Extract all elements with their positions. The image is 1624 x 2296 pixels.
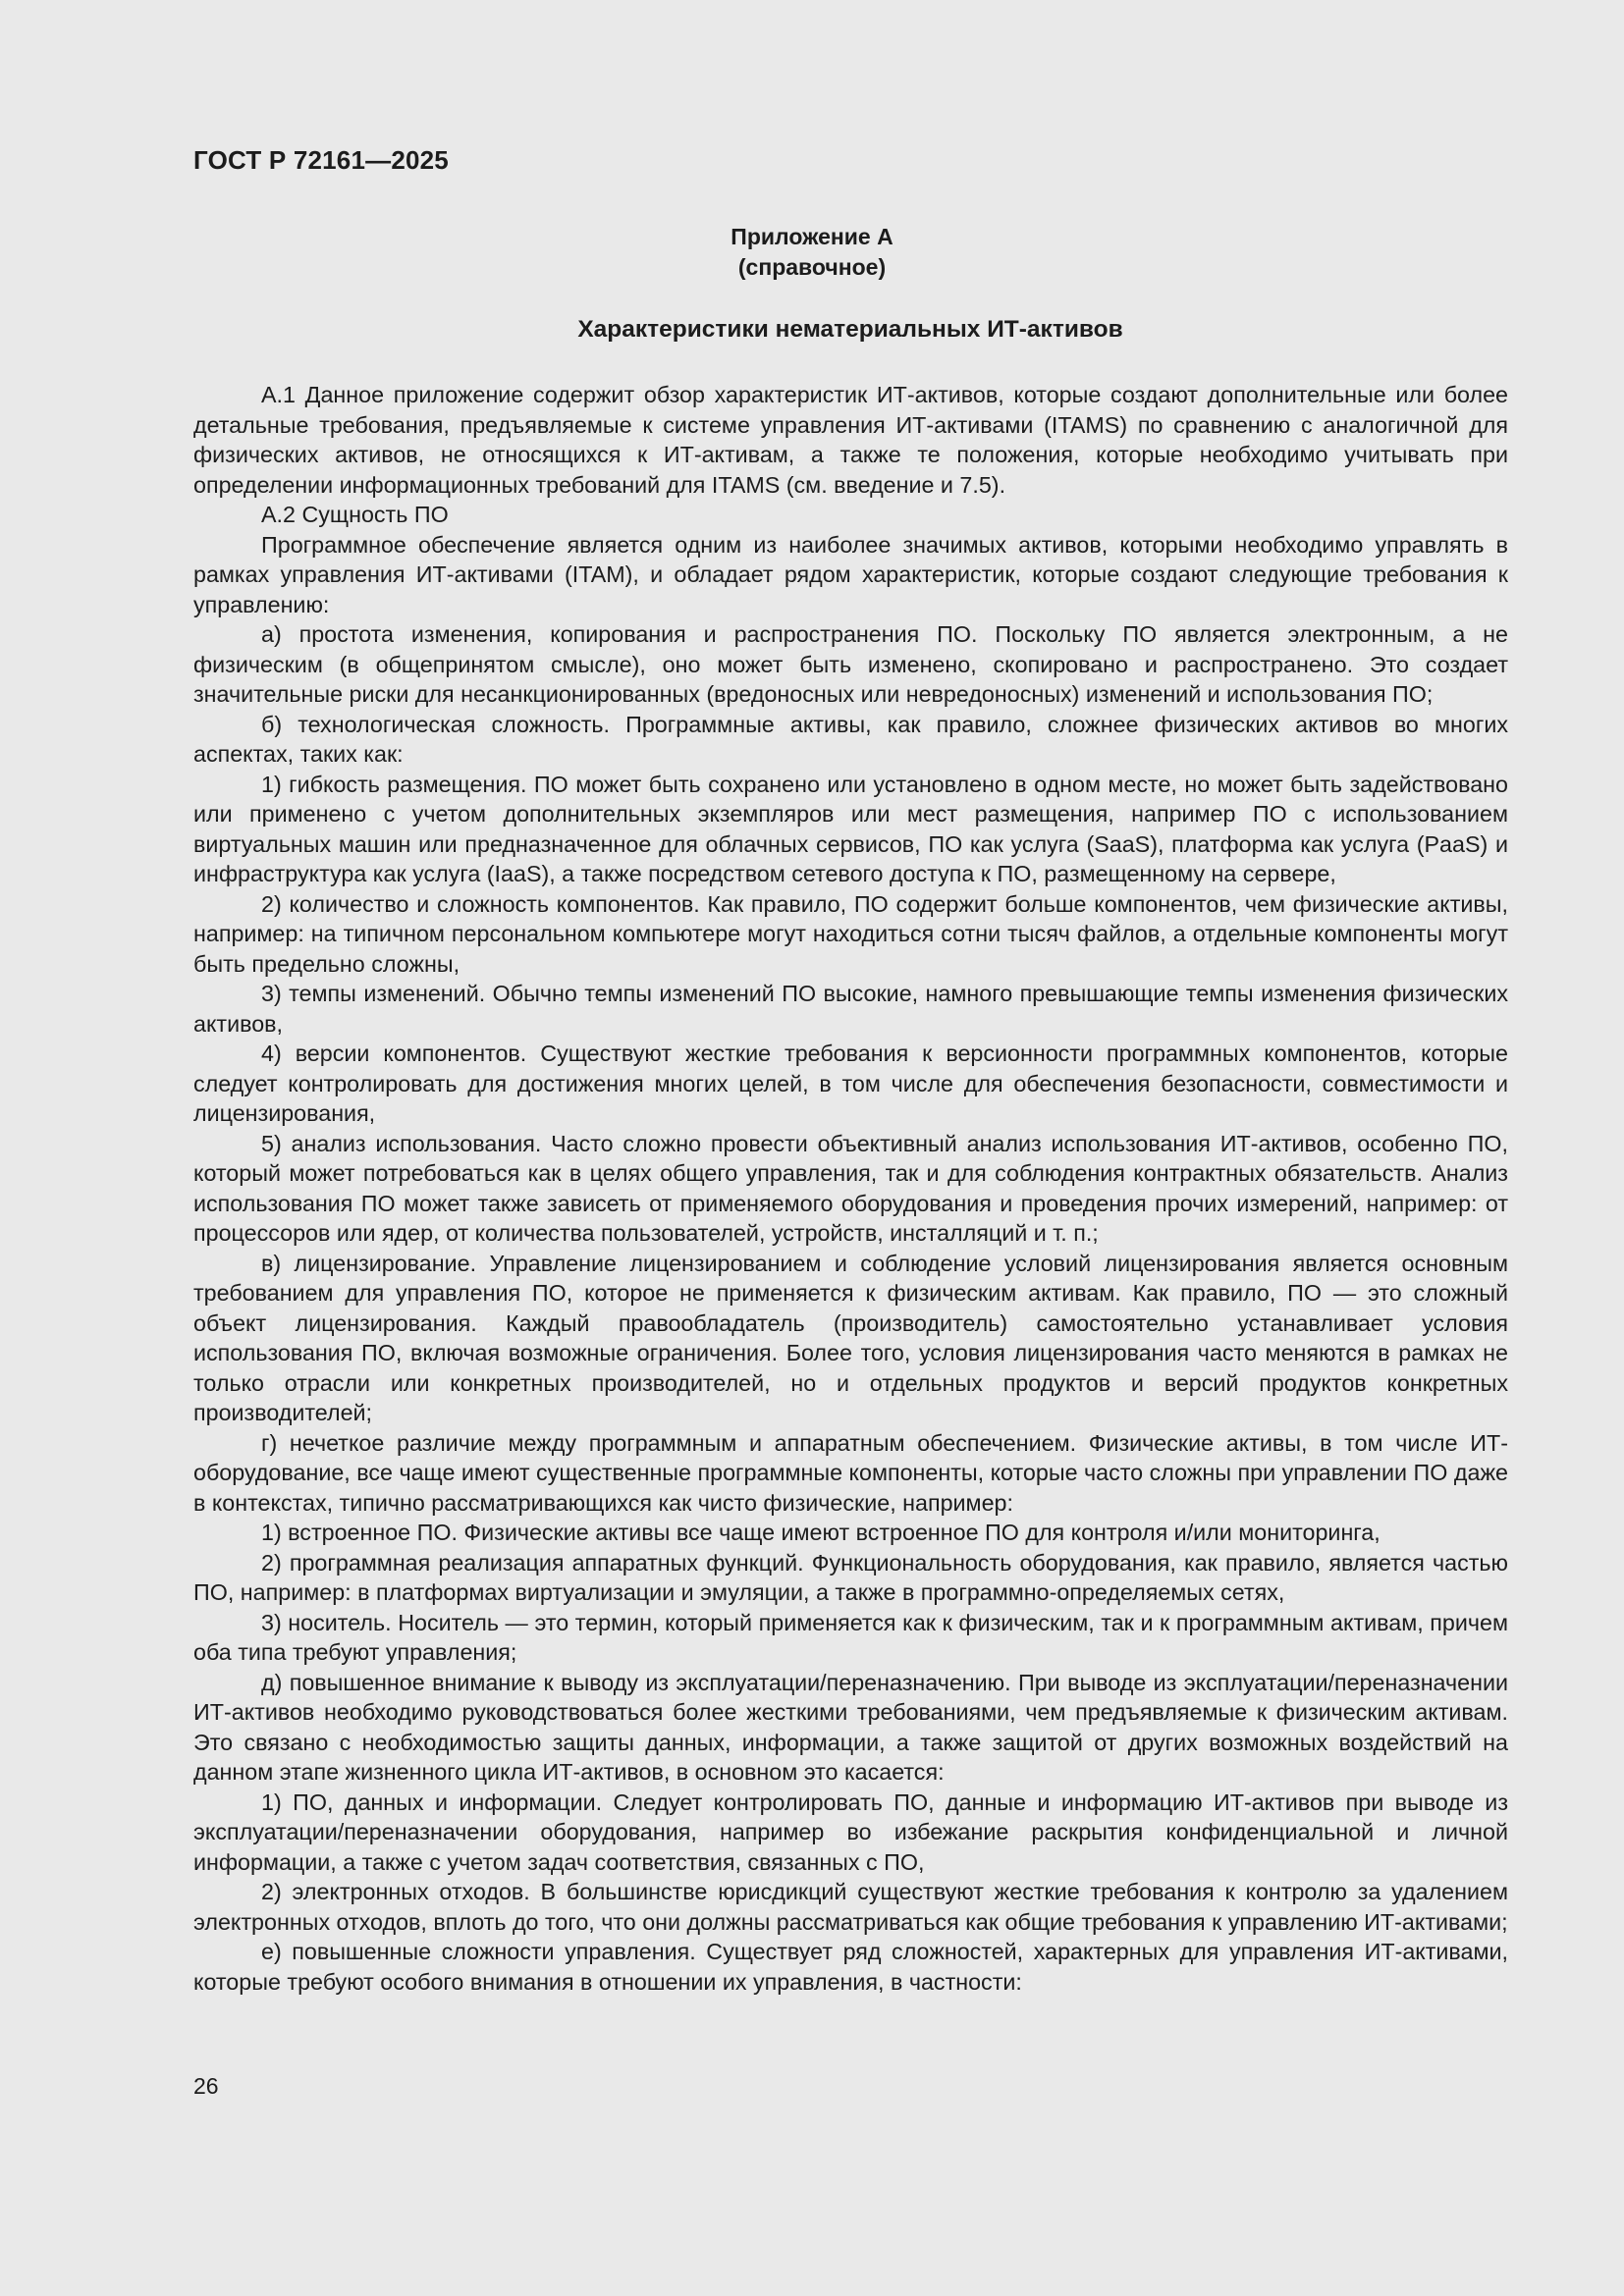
paragraph: 4) версии компонентов. Существуют жесткие требования к версионности программных компонентов, которые следует контролировать для достижения многих целей, в том числе для обеспечения безопасности, совместимости и лицензирования,	[193, 1041, 1508, 1126]
page-number: 26	[193, 2073, 219, 2099]
annex-kind: (справочное)	[737, 254, 887, 280]
paragraph: 2) программная реализация аппаратных функций. Функциональность оборудования, как правило, является частью ПО, например: в платформах виртуализации и эмуляции, а также в программно-определяемых сетях,	[193, 1549, 1508, 1605]
annex-heading: Характеристики нематериальных ИТ-активов	[577, 316, 1123, 343]
paragraph: 1) встроенное ПО. Физические активы все чаще имеют встроенное ПО для контроля и/или мониторинга,	[261, 1520, 1380, 1545]
paragraph: а) простота изменения, копирования и распространения ПО. Поскольку ПО является электронным, а не физическим (в общепринятом смысле), оно может быть изменено, скопировано и распространено. Это создает значительные риски для несанкционированных (вредоносных или невредоносных) изменений и использования ПО;	[193, 621, 1508, 707]
annex-title: Приложение А	[731, 224, 893, 249]
paragraph: А.2 Сущность ПО	[261, 502, 449, 527]
paragraph: 3) носитель. Носитель — это термин, который применяется как к физическим, так и к программным активам, причем оба типа требуют управления;	[193, 1609, 1508, 1665]
paragraph: 2) количество и сложность компонентов. Как правило, ПО содержит больше компонентов, чем физические активы, например: на типичном персональном компьютере могут находиться сотни тысяч файлов, а отдельные компоненты могут быть предельно сложны,	[193, 890, 1508, 977]
paragraph: е) повышенные сложности управления. Существует ряд сложностей, характерных для управления ИТ-активами, которые требуют особого внимания в отношении их управления, в частности:	[193, 1939, 1508, 1995]
paragraph: 1) ПО, данных и информации. Следует контролировать ПО, данные и информацию ИТ-активов при выводе из эксплуатации/переназначении оборудования, например во избежание раскрытия конфиденциальной и личной информации, а также с учетом задач соответствия, связанных с ПО,	[193, 1789, 1508, 1875]
paragraph: 3) темпы изменений. Обычно темпы изменений ПО высокие, намного превышающие темпы изменения физических активов,	[193, 981, 1508, 1037]
annex-body	[193, 380, 1508, 1997]
paragraph: А.1 Данное приложение содержит обзор характеристик ИТ-активов, которые создают дополнительные или более детальные требования, предъявляемые к системе управления ИТ-активами (ITAMS) по сравнению с аналогичной для физических активов, не относящихся к ИТ-активам, а также те положения, которые необходимо учитывать при определении информационных требований для ITAMS (см. введение и 7.5).	[193, 382, 1508, 498]
paragraph: 1) гибкость размещения. ПО может быть сохранено или установлено в одном месте, но может быть задействовано или применено с учетом дополнительных экземпляров или мест размещения, например ПО с использованием виртуальных машин или предназначенное для облачных сервисов, ПО как услуга (SaaS), платформа как услуга (PaaS) и инфраструктура как услуга (IaaS), а также посредством сетевого доступа к ПО, размещенному на сервере,	[193, 771, 1508, 886]
paragraph: д) повышенное внимание к выводу из эксплуатации/переназначению. При выводе из эксплуатации/переназначении ИТ-активов необходимо руководствоваться более жесткими требованиями, чем предъявляемые к физическим активам. Это связано с необходимостью защиты данных, информации, а также защитой от других возможных воздействий на данном этапе жизненного цикла ИТ-активов, в основном это касается:	[193, 1669, 1508, 1785]
annex-header	[0, 222, 1624, 283]
paragraph: б) технологическая сложность. Программные активы, как правило, сложнее физических активов во многих аспектах, таких как:	[193, 711, 1508, 767]
document-code: ГОСТ Р 72161—2025	[193, 145, 449, 175]
paragraph: в) лицензирование. Управление лицензированием и соблюдение условий лицензирования является основным требованием для управления ПО, которое не применяется к физическим активам. Как правило, ПО — это сложный объект лицензирования. Каждый правообладатель (производитель) самостоятельно устанавливает условия использования ПО, включая возможные ограничения. Более того, условия лицензирования часто меняются в рамках не только отрасли или конкретных производителей, но и отдельных продуктов и версий продуктов конкретных производителей;	[193, 1250, 1508, 1425]
paragraph: г) нечеткое различие между программным и аппаратным обеспечением. Физические активы, в том числе ИТ-оборудование, все чаще имеют существенные программные компоненты, которые часто сложны при управлении ПО даже в контекстах, типично рассматривающихся как чисто физические, например:	[193, 1429, 1508, 1516]
paragraph: Программное обеспечение является одним из наиболее значимых активов, которыми необходимо управлять в рамках управления ИТ-активами (ITAM), и обладает рядом характеристик, которые создают следующие требования к управлению:	[193, 531, 1508, 617]
paragraph: 2) электронных отходов. В большинстве юрисдикций существуют жесткие требования к контролю за удалением электронных отходов, вплоть до того, что они должны рассматриваться как общие требования к управлению ИТ-активами;	[193, 1879, 1508, 1935]
paragraph: 5) анализ использования. Часто сложно провести объективный анализ использования ИТ-активов, особенно ПО, который может потребоваться как в целях общего управления, так и для соблюдения контрактных обязательств. Анализ использования ПО может также зависеть от применяемого оборудования и проведения прочих измерений, например: от процессоров или ядер, от количества пользователей, устройств, инсталляций и т. п.;	[193, 1130, 1508, 1246]
